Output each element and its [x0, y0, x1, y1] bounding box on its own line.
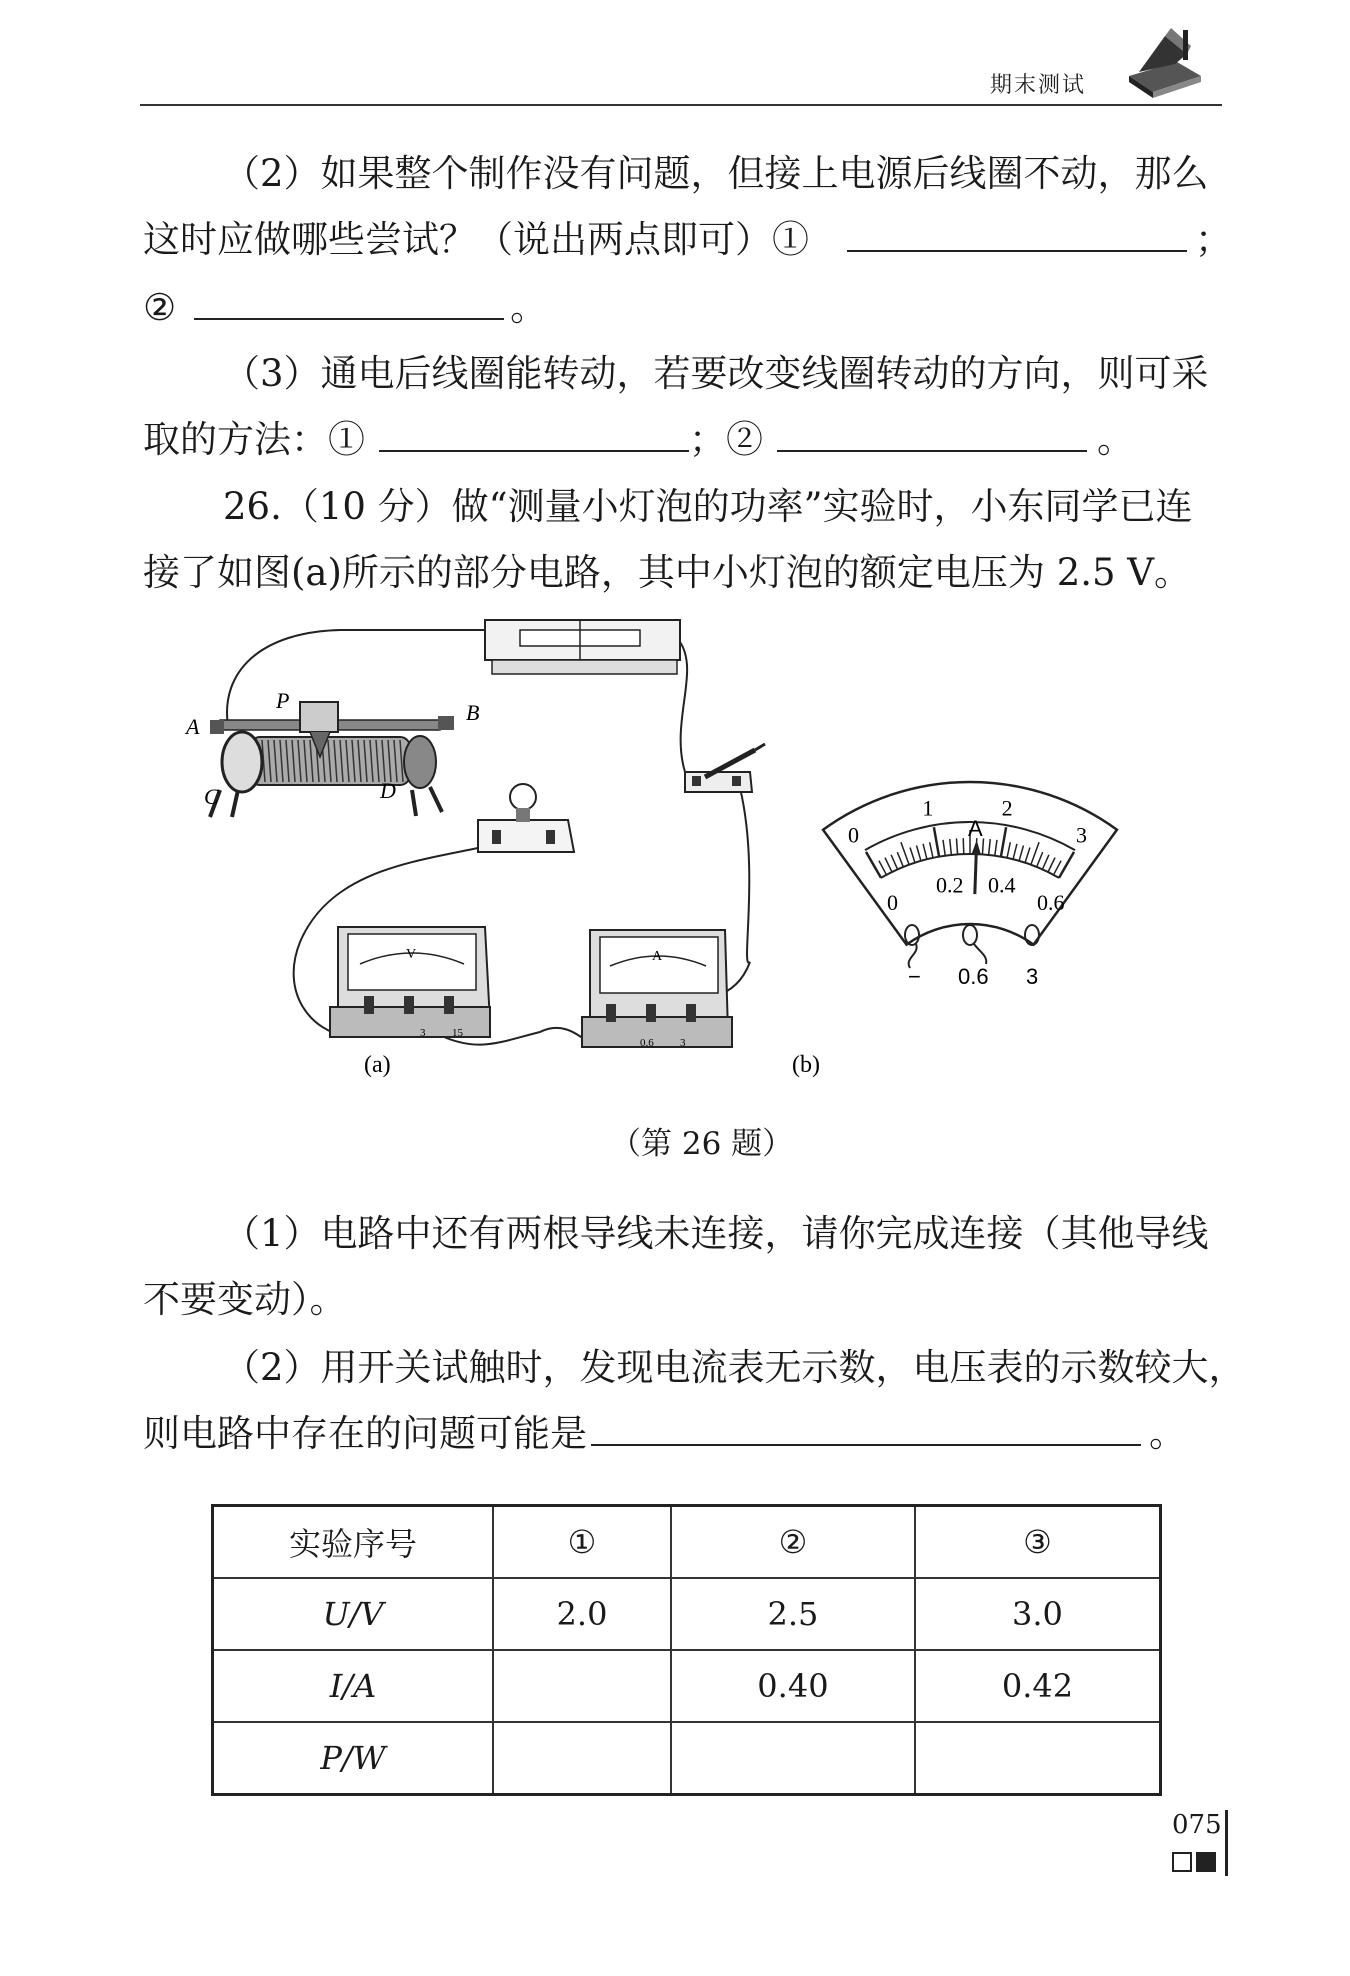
- voltmeter: [330, 927, 490, 1039]
- punctuation: ；②: [689, 418, 763, 461]
- figure-label-b: (b): [792, 1052, 820, 1078]
- circuit-figure: [180, 612, 1200, 1132]
- footer-square-filled: [1196, 1852, 1216, 1872]
- q26-part2-prompt: 则电路中存在的问题可能是: [143, 1412, 587, 1455]
- voltmeter-terminal: 3: [420, 1027, 426, 1039]
- dial-terminal-label: 3: [1026, 964, 1039, 989]
- punctuation: 。: [1149, 1412, 1186, 1455]
- row-label: I/A: [213, 1650, 494, 1722]
- q26-part2-line1: （2）用开关试触时，发现电流表无示数，电压表的示数较大，: [223, 1346, 1246, 1389]
- table-cell-blank[interactable]: [671, 1722, 915, 1795]
- ammeter-letter: A: [652, 949, 663, 964]
- q26-intro-line1: 26.（10 分）做“测量小灯泡的功率”实验时，小东同学已连: [223, 485, 1193, 528]
- table-header-cell: 实验序号: [213, 1506, 494, 1579]
- table-cell-blank[interactable]: [493, 1722, 671, 1795]
- book-icon: [1125, 24, 1205, 102]
- dial-upper-label: 0: [848, 822, 859, 848]
- q25-part2-line1: （2）如果整个制作没有问题，但接上电源后线圈不动，那么: [223, 152, 1209, 195]
- punctuation: ；: [1195, 218, 1232, 261]
- circle-2-mark: ②: [143, 286, 177, 329]
- punctuation: 。: [510, 286, 548, 329]
- rheostat-label-b: B: [466, 700, 480, 725]
- dial-tick: [963, 838, 964, 854]
- table-cell: 3.0: [915, 1578, 1161, 1650]
- dial-outline: [823, 782, 1117, 945]
- dial-terminal-label: −: [908, 964, 921, 989]
- table-header-row: [213, 1506, 1161, 1579]
- lamp-holder: [478, 784, 574, 852]
- page-number: 075: [1172, 1810, 1222, 1840]
- q25-part2-prompt: 这时应做哪些尝试？（说出两点即可）①: [143, 218, 809, 261]
- q26-part1-line1: （1）电路中还有两根导线未连接，请你完成连接（其他导线: [223, 1212, 1209, 1255]
- table-cell-blank[interactable]: [915, 1722, 1161, 1795]
- rheostat-label-d: D: [380, 778, 396, 803]
- page-number-bar: [1225, 1810, 1228, 1876]
- q26-part2-line2: [143, 1410, 1186, 1458]
- rheostat-label-a: A: [186, 714, 200, 739]
- table-row: [213, 1578, 1161, 1650]
- dial-unit: A: [968, 816, 983, 841]
- row-label: U/V: [213, 1578, 494, 1650]
- q25-part3-line2: [143, 416, 1134, 464]
- dial-lower-label: 0.4: [988, 872, 1016, 898]
- dial-terminal-label: 0.6: [958, 964, 989, 989]
- table-row: [213, 1722, 1161, 1795]
- voltmeter-terminal: 15: [452, 1027, 463, 1039]
- q25-part2-line2: [143, 216, 1232, 264]
- table-header-cell: ①: [493, 1506, 671, 1579]
- row-label: P/W: [213, 1722, 494, 1795]
- table-cell: 2.5: [671, 1578, 915, 1650]
- table-header-cell: ③: [915, 1506, 1161, 1579]
- table-header-cell: ②: [671, 1506, 915, 1579]
- table-cell: 0.40: [671, 1650, 915, 1722]
- dial-lower-label: 0: [887, 890, 898, 916]
- battery-box: [485, 620, 680, 674]
- header-rule: [140, 104, 1222, 106]
- answer-blank[interactable]: [847, 220, 1187, 252]
- ammeter-terminal: 0.6: [640, 1037, 654, 1049]
- q25-part2-line3: [143, 284, 547, 332]
- table-cell: 2.0: [493, 1578, 671, 1650]
- dial-upper-label: 3: [1076, 822, 1087, 848]
- ammeter-dial: [823, 782, 1117, 989]
- table-cell-blank[interactable]: [493, 1650, 671, 1722]
- experiment-table: [211, 1504, 1162, 1796]
- rheostat-label-c: C: [204, 784, 219, 809]
- answer-blank[interactable]: [777, 420, 1087, 452]
- answer-blank[interactable]: [591, 1414, 1141, 1446]
- dial-upper-label: 2: [1001, 795, 1013, 821]
- dial-lower-label: 0.2: [935, 872, 964, 898]
- q25-part3-prompt: 取的方法：①: [143, 418, 365, 461]
- punctuation: 。: [1097, 418, 1134, 461]
- answer-blank[interactable]: [194, 288, 504, 320]
- dial-upper-label: 1: [922, 795, 934, 821]
- q26-part1-line2: 不要变动）。: [143, 1278, 347, 1321]
- answer-blank[interactable]: [379, 420, 689, 452]
- rheostat-label-p: P: [276, 688, 290, 713]
- figure-caption: （第 26 题）: [610, 1126, 794, 1162]
- footer-square-outline: [1172, 1852, 1192, 1872]
- table-row: [213, 1650, 1161, 1722]
- table-cell: 0.42: [915, 1650, 1161, 1722]
- figure-label-a: (a): [364, 1052, 391, 1078]
- rheostat: [184, 688, 479, 817]
- q25-part3-line1: （3）通电后线圈能转动，若要改变线圈转动的方向，则可采: [223, 352, 1209, 395]
- ammeter-terminal: 3: [680, 1037, 686, 1049]
- dial-lower-label: 0.6: [1037, 890, 1065, 916]
- header-title: 期末测试: [990, 73, 1087, 98]
- wire: [680, 642, 687, 772]
- wire: [227, 630, 485, 726]
- ammeter: [582, 930, 732, 1049]
- knife-switch: [685, 744, 765, 792]
- q26-intro-line2: 接了如图(a)所示的部分电路，其中小灯泡的额定电压为 2.5 V。: [143, 551, 1192, 594]
- voltmeter-letter: V: [406, 947, 417, 962]
